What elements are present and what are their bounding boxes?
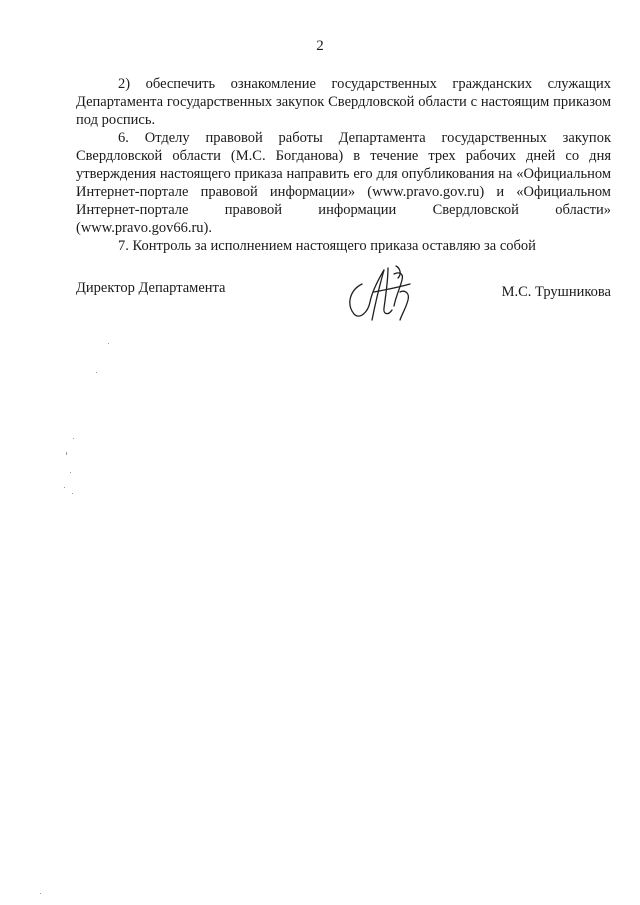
page-number: 2 [316,38,324,54]
document-body [76,75,611,255]
paragraph-item-7: 7. Контроль за исполнением настоящего приказа оставляю за собой [118,238,536,254]
scan-speck [96,372,97,373]
signer-name: М.С. Трушникова [501,284,611,300]
paragraph-item-6: 6. Отделу правовой работы Департамента государственных закупок Свердловской области (М.С. Богданова) в течение трех рабочих дней со дня утверждения настоящего приказа направить его для опубликования на «Официальном Интернет-портале правовой информации» (www.pravo.gov.ru) и «Официальном Интернет-портале правовой информации Свердловской области» (www.pravo.gov66.ru). [76,130,611,236]
signature-block [76,262,611,332]
scan-speck [73,438,74,439]
scan-speck [64,487,65,488]
scan-speck [72,493,73,494]
scan-speck [40,893,41,894]
scan-speck [108,343,109,344]
handwritten-signature [344,262,426,324]
paragraph-item-2: 2) обеспечить ознакомление государственных гражданских служащих Департамента государственных закупок Свердловской области с настоящим приказом под роспись. [76,76,611,128]
scan-speck [66,452,67,455]
signer-title: Директор Департамента [76,280,226,296]
scan-speck [70,472,71,473]
